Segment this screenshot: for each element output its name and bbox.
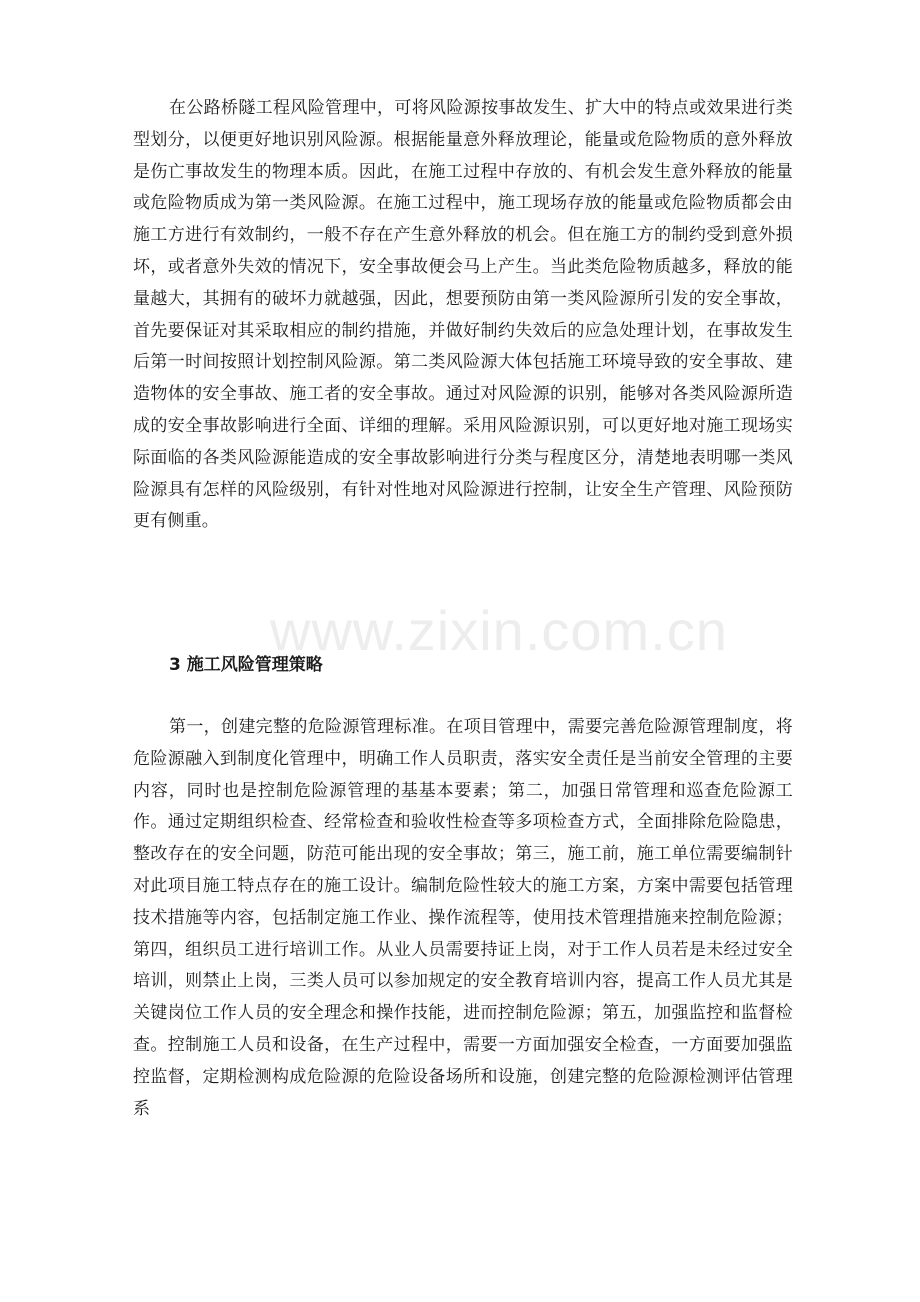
paragraph-management-strategy: 第一，创建完整的危险源管理标准。在项目管理中，需要完善危险源管理制度，将危险源融入到制度化管理中，明确工作人员职责，落实安全责任是当前安全管理的主要内容，同时也是控制危险源管理的基基本要素；第二，加强日常管理和巡查危险源工作。通过定期组织检查、经常检查和验收性检查等多项检查方式，全面排除危险隐患，整改存在的安全问题，防范可能出现的安全事故；第三，施工前，施工单位需要编制针对此项目施工特点存在的施工设计。编制危险性较大的施工方案，方案中需要包括管理技术措施等内容，包括制定施工作业、操作流程等，使用技术管理措施来控制危险源；第四，组织员工进行培训工作。从业人员需要持证上岗，对于工作人员若是未经过安全培训，则禁止上岗，三类人员可以参加规定的安全教育培训内容，提高工作人员尤其是关键岗位工作人员的安全理念和操作技能，进而控制危险源；第五，加强监控和监督检查。控制施工人员和设备，在生产过程中，需要一方面加强安全检查，一方面要加强监控监督，定期检测构成危险源的危险设备场所和设施，创建完整的危险源检测评估管理系 bbox=[133, 717, 793, 1119]
section-heading: 3 施工风险管理策略 bbox=[169, 655, 323, 675]
watermark: www.zixin.com.cn bbox=[270, 599, 728, 662]
paragraph-risk-source-identification: 在公路桥隧工程风险管理中，可将风险源按事故发生、扩大中的特点或效果进行类型划分，以便更好地识别风险源。根据能量意外释放理论，能量或危险物质的意外释放是伤亡事故发生的物理本质。因此，在施工过程中存放的、有机会发生意外释放的能量或危险物质成为第一类风险源。在施工过程中，施工现场存放的能量或危险物质都会由施工方进行有效制约，一般不存在产生意外释放的机会。但在施工方的制约受到意外损坏，或者意外失效的情况下，安全事故便会马上产生。当此类危险物质越多，释放的能量越大，其拥有的破坏力就越强，因此，想要预防由第一类风险源所引发的安全事故，首先要保证对其采取相应的制约措施，并做好制约失效后的应急处理计划，在事故发生后第一时间按照计划控制风险源。第二类风险源大体包括施工环境导致的安全事故、建造物体的安全事故、施工者的安全事故。通过对风险源的识别，能够对各类风险源所造成的安全事故影响进行全面、详细的理解。采用风险源识别，可以更好地对施工现场实际面临的各类风险源能造成的安全事故影响进行分类与程度区分，清楚地表明哪一类风险源具有怎样的风险级别，有针对性地对风险源进行控制，让安全生产管理、风险预防更有侧重。 bbox=[133, 98, 793, 532]
